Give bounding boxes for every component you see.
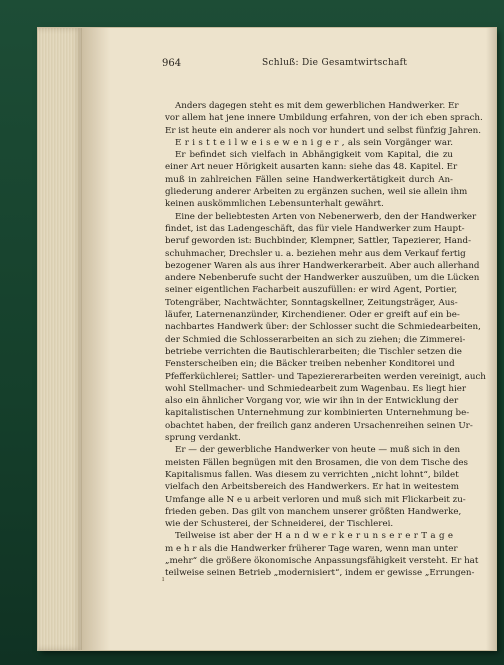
text-line: sprung verdankt. [165, 433, 241, 444]
text-line: Eine der beliebtesten Arten von Nebenerwerb, den der Handwerker [175, 211, 477, 222]
text-line: betriebe verrichten die Bautischlerarbeiten; die Tischler setzen die [165, 346, 462, 357]
text-line: keinen auskömmlichen Lebensunterhalt gewährt. [165, 199, 384, 210]
running-title: Schluß: Die Gesamtwirtschaft [262, 58, 408, 68]
text-line: Totengräber, Nachtwächter, Sonntagskellner, Zeitungsträger, Aus- [165, 297, 458, 308]
text-line: Er — der gewerbliche Handwerker von heute — muß sich in den [175, 445, 461, 456]
text-line: der Schmied die Schlosserarbeiten an sich zu ziehen; die Zimmerei- [165, 334, 466, 345]
page-stack-edge [38, 28, 82, 650]
spine-shadow [82, 28, 110, 650]
text-line: einer Art neuer Hörigkeit ausarten kann: siehe das 48. Kapitel. Er [165, 162, 458, 173]
text-line: also ein ähnlicher Vorgang vor, wie wir ihn in der Entwicklung der [165, 396, 459, 407]
text-line: Er befindet sich vielfach in Abhängigkeit vom Kapital, die zu [175, 150, 453, 161]
text-line: E r i s t t e i l w e i s e w e n i g e r , als sein Vorgänger war. [175, 137, 453, 148]
text-line: Kapitalismus fallen. Was diesem zu verrichten „nicht lohnt“, bildet [165, 469, 459, 480]
text-line: m e h r als die Handwerker früherer Tage waren, wenn man unter [165, 543, 458, 554]
text-line: obachtet haben, der freilich ganz anderen Ursachenreihen seinen Ur- [165, 420, 473, 431]
text-line: wie der Schusterei, der Schneiderei, der Tischlerei. [165, 519, 394, 530]
text-line: findet, ist das Ladengeschäft, das für viele Handwerker zum Haupt- [165, 223, 465, 234]
text-line: Teilweise ist aber der H a n d w e r k e r u n s e r e r T a g e [175, 531, 453, 542]
page-mark: ı [162, 575, 165, 583]
page-number: 964 [162, 58, 182, 69]
text-line: bezogener Waren als aus ihrer Handwerkerarbeit. Aber auch allerhand [165, 260, 480, 271]
text-line: Anders dagegen steht es mit dem gewerblichen Handwerker. Er [175, 101, 459, 111]
text-line: frieden geben. Das gilt von manchem unserer größten Handwerke, [165, 506, 462, 517]
text-line: läufer, Laternenanzünder, Kirchendiener. Oder er greift auf ein be- [165, 310, 460, 321]
text-line: vielfach den Arbeitsbereich des Handwerkers. Er hat in weitestem [165, 482, 459, 493]
text-line: nachbartes Handwerk über: der Schlosser sucht die Schmiedearbeiten, [165, 322, 481, 333]
text-line: kapitalistischen Unternehmung zur kombinierten Unternehmung be- [165, 408, 470, 419]
text-line: „mehr“ die größere ökonomische Anpassungsfähigkeit versteht. Er hat [165, 555, 479, 566]
text-line: Pfefferküchlerei; Sattler- und Tapeziererarbeiten werden vereinigt, auch [165, 371, 486, 382]
text-line: schuhmacher, Drechsler u. a. beziehen mehr aus dem Verkauf fertig [165, 248, 466, 259]
text-line: muß in zahlreichen Fällen seine Handwerkertätigkeit durch An- [165, 174, 453, 185]
page-edge-shadow [486, 28, 496, 650]
text-line: gliederung anderer Arbeiten zu ergänzen suchen, weil sie allein ihm [165, 187, 468, 198]
text-line: Fensterscheiben ein; die Bäcker treiben nebenher Konditorei und [165, 359, 455, 370]
body-text [165, 100, 486, 580]
text-line: seiner eigentlichen Facharbeit auszufüllen: er wird Agent, Portier, [165, 285, 458, 296]
text-line: beruf geworden ist: Buchbinder, Klempner, Sattler, Tapezierer, Hand- [165, 236, 471, 247]
text-line: teilweise seinen Betrieb „modernisiert“, indem er gewisse „Errungen- [165, 568, 475, 579]
text-line: vor allem hat jene innere Umbildung erfahren, von der ich eben sprach. [165, 113, 483, 124]
text-line: andere Nebenberufe sucht der Handwerker auszuüben, um die Lücken [165, 273, 480, 284]
text-line: wohl Stellmacher- und Schmiedearbeit zum Wagenbau. Es liegt hier [165, 383, 467, 394]
text-line: Er ist heute ein anderer als noch vor hundert und selbst fünfzig Jahren. [165, 125, 481, 136]
text-line: Umfange alle N e u arbeit verloren und muß sich mit Flickarbeit zu- [165, 494, 466, 505]
text-line: meisten Fällen begnügen mit den Brosamen, die von dem Tische des [165, 457, 469, 468]
